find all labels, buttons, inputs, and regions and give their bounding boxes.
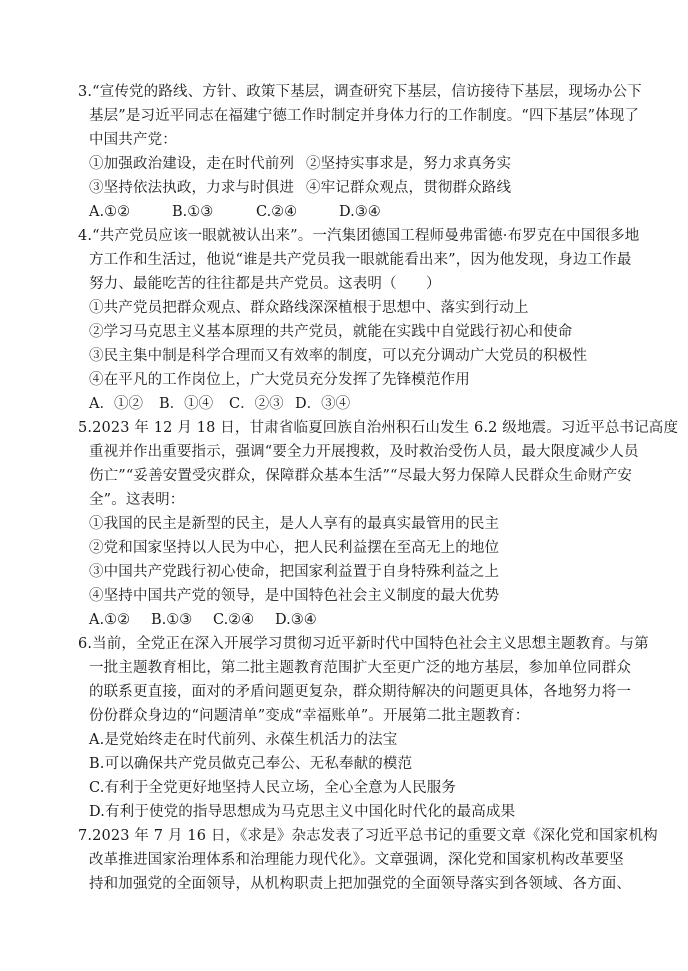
- q7-stem-line-3: 持和加强党的全面领导，从机构职责上把加强党的全面领导落实到各领域、各方面、: [89, 876, 632, 892]
- q4-option-b: B．①④: [159, 396, 214, 412]
- q3-stem-line-2: 基层”是习近平同志在福建宁德工作时制定并身体力行的工作制度。“四下基层”体现了: [89, 108, 640, 124]
- q3-choice-4: ④牢记群众观点，贯彻群众路线: [306, 180, 512, 196]
- q6-choice-c: C.有利于全党更好地坚持人民立场，全心全意为人民服务: [89, 780, 457, 796]
- q6-stem-line-4: 份份群众身边的“问题清单”变成“幸福账单”。开展第二批主题教育：: [89, 708, 530, 724]
- q5-stem-line-1: 5.2023 年 12 月 18 日，甘肃省临夏回族自治州积石山发生 6.2 级地震。习近平总书记高度: [78, 420, 679, 436]
- q5-option-a: A.①②: [89, 612, 131, 628]
- q4-stem-line-3: 努力、最能吃苦的往往都是共产党员。这表明（ ）: [89, 276, 441, 292]
- q3-choice-1: ①加强政治建设，走在时代前列: [89, 156, 295, 172]
- q4-option-a: A．①②: [89, 396, 143, 412]
- q6-choice-a: A.是党始终走在时代前列、永葆生机活力的法宝: [89, 732, 398, 748]
- q3-stem-line-1: 3.“宣传党的路线、方针、政策下基层，调查研究下基层，信访接待下基层，现场办公下: [78, 84, 642, 100]
- q6-stem-line-1: 6.当前，全党正在深入开展学习贯彻习近平新时代中国特色社会主义思想主题教育。与第: [78, 636, 649, 652]
- q3-option-c: C.②④: [256, 204, 298, 220]
- q5-stem-line-4: 全”。这表明：: [89, 492, 185, 508]
- q5-options: [89, 610, 317, 630]
- q4-choice-4: ④在平凡的工作岗位上，广大党员充分发挥了先锋模范作用: [89, 372, 470, 388]
- q4-choice-2: ②学习马克思主义基本原理的共产党员，就能在实践中自觉践行初心和使命: [89, 324, 573, 340]
- q3-choice-2: ②坚持实事求是，努力求真务实: [306, 156, 512, 172]
- q3-option-d: D.③④: [339, 204, 381, 220]
- q5-choice-4: ④坚持中国共产党的领导，是中国特色社会主义制度的最大优势: [89, 588, 500, 604]
- q5-option-d: D.③④: [275, 612, 317, 628]
- q3-stem-line-3: 中国共产党：: [89, 132, 177, 148]
- q6-choice-b: B.可以确保共产党员做克己奉公、无私奉献的模范: [89, 756, 413, 772]
- q7-stem-line-1: 7.2023 年 7 月 16 日，《求是》杂志发表了习近平总书记的重要文章《深化党和国家机构: [78, 828, 658, 844]
- q4-option-d: D．③④: [295, 396, 351, 412]
- q4-choice-3: ③民主集中制是科学合理而又有效率的制度，可以充分调动广大党员的积极性: [89, 348, 588, 364]
- q4-stem-line-2: 方工作和生活过，他说“谁是共产党员我一眼就能看出来”，因为他发现，身边工作最: [89, 252, 632, 268]
- q3-option-a: A.①②: [89, 204, 131, 220]
- q5-choice-1: ①我国的民主是新型的民主，是人人享有的最真实最管用的民主: [89, 516, 500, 532]
- q5-option-b: B.①③: [151, 612, 193, 628]
- q5-choice-3: ③中国共产党践行初心使命，把国家利益置于自身特殊利益之上: [89, 564, 500, 580]
- q4-choice-1: ①共产党员把群众观点、群众路线深深植根于思想中、落实到行动上: [89, 300, 529, 316]
- q4-stem-line-1: 4.“共产党员应该一眼就被认出来”。一汽集团德国工程师曼弗雷德·布罗克在中国很多地: [78, 228, 640, 244]
- q5-option-c: C.②④: [213, 612, 255, 628]
- q6-stem-line-2: 一批主题教育相比，第二批主题教育范围扩大至更广泛的地方基层，参加单位同群众: [89, 660, 632, 676]
- q3-choice-3: ③坚持依法执政，力求与时俱进: [89, 180, 295, 196]
- q7-stem-line-2: 改革推进国家治理体系和治理能力现代化》。文章强调，深化党和国家机构改革要坚: [89, 852, 624, 868]
- q3-options: [89, 202, 381, 222]
- q6-choice-d: D.有利于使党的指导思想成为马克思主义中国化时代化的最高成果: [89, 804, 516, 820]
- q5-stem-line-3: 伤亡”“妥善安置受灾群众，保障群众基本生活”“尽最大努力保障人民群众生命财产安: [89, 468, 632, 484]
- q5-stem-line-2: 重视并作出重要指示，强调“要全力开展搜救，及时救治受伤人员，最大限度减少人员: [89, 444, 639, 460]
- q3-option-b: B.①③: [172, 204, 214, 220]
- q5-choice-2: ②党和国家坚持以人民为中心，把人民利益摆在至高无上的地位: [89, 540, 500, 556]
- q4-option-c: C．②③: [229, 396, 284, 412]
- q6-stem-line-3: 的联系更直接，面对的矛盾问题更复杂，群众期待解决的问题更具体，各地努力将一: [89, 684, 632, 700]
- q4-options: [89, 394, 350, 414]
